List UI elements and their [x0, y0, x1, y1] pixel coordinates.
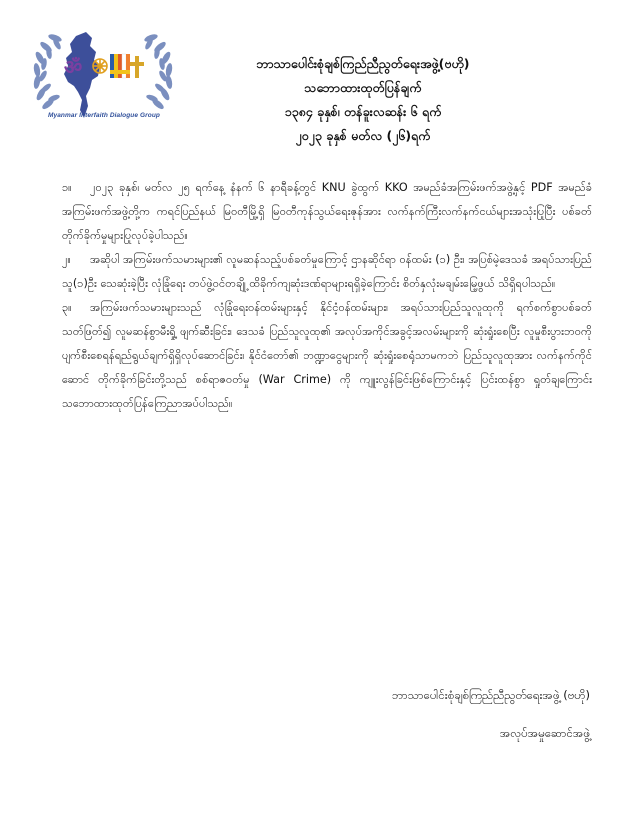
signature-block	[250, 676, 590, 752]
gregorian-date: ၂၀၂၃ ခုနှစ် မတ်လ (၂၆)ရက်	[295, 128, 431, 143]
signature-organization: ဘာသာပေါင်းစုံချစ်ကြည်ညီညွတ်ရေးအဖွဲ့ (ဗဟို)	[391, 688, 590, 702]
paragraph-text: အဆိုပါ အကြမ်းဖက်သမားများ၏ လူမဆန်သည့်ပစ်ခတ်မှုကြောင့် ဌာနဆိုင်ရာ ဝန်ထမ်း (၁) ဦး၊ အပြစ်မဲ့ဒေသခံ အရပ်သားပြည်သူ(၁)ဦး သေဆုံးခဲ့ပြီး လုံခြုံရေး တပ်ဖွဲ့ဝင်တချို့ ထိခိုက်ကျဆုံးဒဏ်ရာများရရှိခဲ့ကြောင်း စိတ်နှလုံးမချမ်းမြေ့ဖွယ် သိရှိရပါသည်။	[62, 253, 592, 290]
paragraph-2	[62, 248, 592, 296]
dharma-wheel-icon	[93, 59, 107, 73]
paragraph-number: ၁။	[62, 181, 72, 194]
statement-header	[178, 52, 548, 148]
paragraph-text: ၂၀၂၃ ခုနှစ်၊ မတ်လ ၂၅ ရက်နေ့ နံနက် ၆ နာရီခန့်တွင် KNU ခွဲထွက် KKO အမည်ခံအကြမ်းဖက်အဖွဲ့နှင့် PDF အမည်ခံ အကြမ်းဖက်အဖွဲ့တို့က ကရင်ပြည်နယ် မြဝတီမြို့ရှိ မြဝတီကုန်သွယ်ရေးဇုန်အား လက်နက်ကြီးလက်နက်ငယ်များအသုံးပြုပြီး ပစ်ခတ်တိုက်ခိုက်မှုများပြုလုပ်ခဲ့ပါသည်။	[62, 181, 592, 242]
paragraph-1	[62, 176, 592, 248]
buddhist-flag-icon	[110, 54, 130, 78]
document-type: သဘောထားထုတ်ပြန်ချက်	[304, 80, 422, 95]
paragraph-number: ၂။	[62, 253, 71, 266]
organization-title: ဘာသာပေါင်းစုံချစ်ကြည်ညီညွတ်ရေးအဖွဲ့(ဗဟို)	[256, 56, 470, 71]
signature-committee: အလုပ်အမှုဆောင်အဖွဲ့	[499, 726, 590, 740]
paragraph-3	[62, 296, 592, 416]
logo-caption: Myanmar Interfaith Dialogue Group	[47, 112, 160, 119]
myanmar-date: ၁၃၈၄ ခုနှစ်၊ တန်ခူးလဆန်း ၆ ရက်	[284, 104, 442, 119]
om-icon: ॐ	[64, 55, 83, 79]
interfaith-logo	[28, 26, 178, 126]
crescent-icon	[146, 56, 156, 76]
paragraph-number: ၃။	[62, 301, 72, 314]
statement-body	[62, 176, 592, 416]
paragraph-text: အကြမ်းဖက်သမားများသည် လုံခြုံရေးဝန်ထမ်းများနှင့် နိုင်ငံ့ဝန်ထမ်းများ၊ အရပ်သားပြည်သူလူထုကို ရက်စက်စွာပစ်ခတ်သတ်ဖြတ်၍ လူမဆန်စွာမီးရှို့ ဖျက်ဆီးခြင်း၊ ဒေသခံ ပြည်သူလူထု၏ အလုပ်အကိုင်အခွင့်အလမ်းများကို ဆုံးရှုံးစေပြီး လူမှုစီးပွားဘဝကို ပျက်စီးစေရန်ရည်ရွယ်ချက်ရှိရှိလုပ်ဆောင်ခြင်း၊ နိုင်ငံတော်၏ ဘဏ္ဍာငွေများကို ဆုံးရှုံးစေရုံသာမကဘဲ ပြည်သူလူထုအား လက်နက်ကိုင်ဆောင် တိုက်ခိုက်ခြင်းတို့သည် စစ်ရာဇဝတ်မှု (War Crime) ကို ကျူးလွန်ခြင်းဖြစ်ကြောင်းနှင့် ပြင်းထန်စွာ ရှုတ်ချကြောင်း သဘောထားထုတ်ပြန်ကြေညာအပ်ပါသည်။	[62, 301, 592, 410]
cross-icon	[130, 56, 144, 78]
